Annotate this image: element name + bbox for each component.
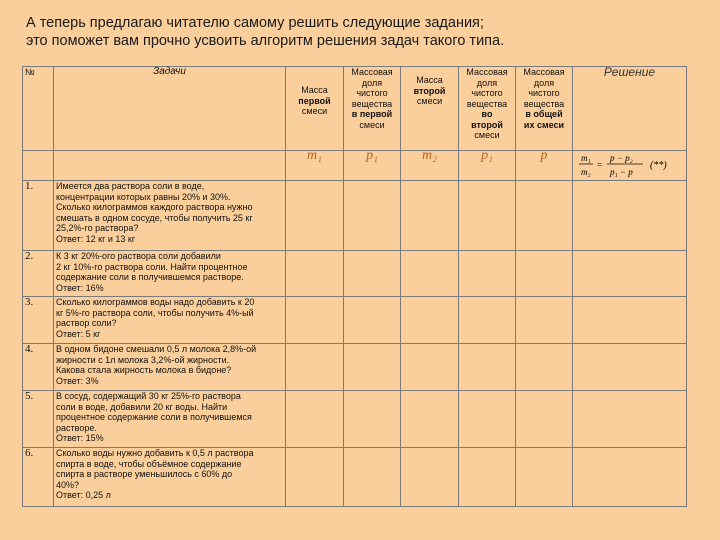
svg-text:m₁: m₁ bbox=[581, 153, 591, 163]
svg-text:=: = bbox=[597, 160, 603, 170]
cell-solution bbox=[573, 448, 687, 507]
intro-line-2: это поможет вам прочно усвоить алгоритм решения задач такого типа. bbox=[26, 33, 505, 49]
cell-m1 bbox=[286, 181, 344, 251]
cell-p1 bbox=[344, 297, 401, 344]
cell-m2 bbox=[401, 181, 459, 251]
formula-cell bbox=[573, 151, 687, 181]
header-mass-first: Масса первой смеси bbox=[286, 67, 344, 151]
symbol-m2: m₂ bbox=[401, 151, 459, 181]
symbol-p1: p₁ bbox=[344, 151, 401, 181]
cell-solution bbox=[573, 344, 687, 391]
task-text: Сколько воды нужно добавить к 0,5 л раствора спирта в воде, чтобы объёмное содержание спирта в растворе уменьшилось с 60% до 40%? Ответ: 0,25 л bbox=[54, 448, 286, 507]
table-row bbox=[23, 297, 687, 344]
row-number: 3. bbox=[23, 297, 54, 344]
table-row bbox=[23, 391, 687, 448]
header-solution: Решение bbox=[573, 67, 687, 151]
cell-m2 bbox=[401, 391, 459, 448]
symbol-p: p bbox=[516, 151, 573, 181]
cell-solution bbox=[573, 181, 687, 251]
cell-p2 bbox=[459, 344, 516, 391]
svg-text:p − p₂: p − p₂ bbox=[610, 153, 633, 163]
table-row bbox=[23, 181, 687, 251]
cell-p1 bbox=[344, 391, 401, 448]
table-row bbox=[23, 448, 687, 507]
svg-text:(**): (**) bbox=[650, 160, 667, 171]
table-row bbox=[23, 251, 687, 297]
cell-p1 bbox=[344, 251, 401, 297]
intro-line-1: А теперь предлагаю читателю самому решить следующие задания; bbox=[26, 15, 484, 31]
cell-solution bbox=[573, 251, 687, 297]
cell-solution bbox=[573, 391, 687, 448]
symbol-m1: m₁ bbox=[286, 151, 344, 181]
task-text: В одном бидоне смешали 0,5 л молока 2,8%-ой жирности с 1л молока 3,2%-ой жирности. Какова стала жирность молока в бидоне? Ответ: 3% bbox=[54, 344, 286, 391]
row-number: 5. bbox=[23, 391, 54, 448]
cell-p bbox=[516, 181, 573, 251]
cell-p2 bbox=[459, 297, 516, 344]
cell-m1 bbox=[286, 344, 344, 391]
cell-p1 bbox=[344, 448, 401, 507]
row-number: 4. bbox=[23, 344, 54, 391]
header-num: № bbox=[23, 67, 54, 151]
task-text: Сколько килограммов воды надо добавить к 20 кг 5%-го раствора соли, чтобы получить 4%-ый раствор соли? Ответ: 5 кг bbox=[54, 297, 286, 344]
mixing-formula bbox=[575, 151, 685, 179]
cell-m2 bbox=[401, 448, 459, 507]
tasks-table bbox=[22, 66, 687, 507]
row-number: 2. bbox=[23, 251, 54, 297]
header-task: Задачи bbox=[54, 67, 286, 151]
task-text: Имеется два раствора соли в воде, концентрации которых равны 20% и 30%. Сколько килограммов каждого раствора нужно смешать в одном сосуде, чтобы получить 25 кг 25,2%-го раствора? Ответ: 12 кг и 13 кг bbox=[54, 181, 286, 251]
cell-p2 bbox=[459, 181, 516, 251]
cell-m1 bbox=[286, 251, 344, 297]
cell-solution bbox=[573, 297, 687, 344]
svg-text:p₁ − p: p₁ − p bbox=[610, 167, 633, 177]
cell-p2 bbox=[459, 448, 516, 507]
cell-m2 bbox=[401, 297, 459, 344]
cell-p bbox=[516, 344, 573, 391]
cell-p bbox=[516, 391, 573, 448]
header-fraction-total: Массовая доля чистого вещества в общей их смеси bbox=[516, 67, 573, 151]
cell-p bbox=[516, 251, 573, 297]
row-number: 6. bbox=[23, 448, 54, 507]
cell-p2 bbox=[459, 251, 516, 297]
table-row bbox=[23, 344, 687, 391]
cell-m1 bbox=[286, 391, 344, 448]
symbols-row bbox=[23, 151, 687, 181]
svg-text:m₂: m₂ bbox=[581, 167, 591, 177]
header-fraction-first: Массовая доля чистого вещества в первой смеси bbox=[344, 67, 401, 151]
task-text: К 3 кг 20%-ого раствора соли добавили 2 кг 10%-го раствора соли. Найти процентное содержание соли в получившемся растворе. Ответ: 16% bbox=[54, 251, 286, 297]
cell-m1 bbox=[286, 297, 344, 344]
cell-p bbox=[516, 448, 573, 507]
cell-p1 bbox=[344, 181, 401, 251]
cell-m1 bbox=[286, 448, 344, 507]
header-mass-second: Масса второй смеси bbox=[401, 67, 459, 151]
symbol-p1-second: p₁ bbox=[459, 151, 516, 181]
cell-p bbox=[516, 297, 573, 344]
cell-m2 bbox=[401, 344, 459, 391]
row-number: 1. bbox=[23, 181, 54, 251]
header-row bbox=[23, 67, 687, 151]
header-fraction-second: Массовая доля чистого вещества во второй смеси bbox=[459, 67, 516, 151]
cell-p2 bbox=[459, 391, 516, 448]
intro-text bbox=[26, 14, 706, 50]
cell-p1 bbox=[344, 344, 401, 391]
task-text: В сосуд, содержащий 30 кг 25%-го раствора соли в воде, добавили 20 кг воды. Найти процентное содержание соли в получившемся растворе. Ответ: 15% bbox=[54, 391, 286, 448]
cell-m2 bbox=[401, 251, 459, 297]
